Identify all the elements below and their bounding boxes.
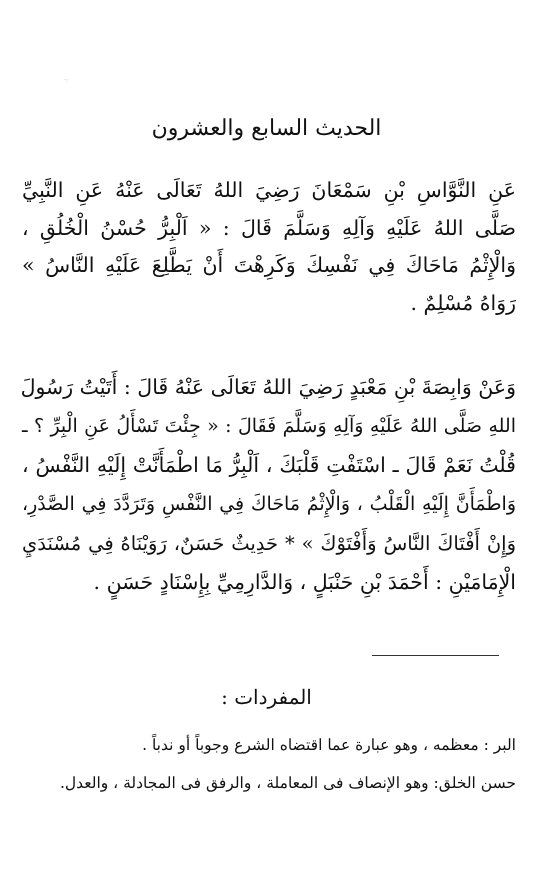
vocabulary-entry [40, 732, 516, 758]
hadith-text-paragraph [22, 172, 516, 322]
vocabulary-definition: : وهو الإنصاف فى المعاملة ، والرفق فى المجادلة ، والعدل. [59, 774, 439, 792]
vocabulary-term: حسن الخلق [438, 774, 516, 792]
text-line: عَنِ النَّوَّاسِ بْنِ سَمْعَانَ رَضِيَ اللهُ تَعَالَى عَنْهُ عَنِ النَّبِيِّ [22, 178, 516, 202]
text-line: وَعَنْ وَابِصَةَ بْنِ مَعْبَدٍ رَضِيَ اللهُ تَعَالَى عَنْهُ قَالَ : أَتَيْتُ رَسُولَ [20, 375, 516, 399]
vocabulary-definition: : معظمه ، وهو عبارة عما اقتضاه الشرع وجوباً أو ندباً . [142, 736, 494, 754]
print-speck: ·: [64, 77, 68, 84]
hadith-title: الحديث السابع والعشرون [151, 116, 382, 141]
text-line: الْإِمَامَيْنِ : أَحْمَدَ بْنِ حَنْبَلٍ ، وَالدَّارِمِيِّ بِإِسْنَادٍ حَسَنٍ . [93, 570, 516, 594]
text-line: صَلَّى اللهُ عَلَيْهِ وَآلِهِ وَسَلَّمَ قَالَ : « اَلْبِرُّ حُسْنُ الْخُلُقِ ، [22, 215, 516, 240]
text-line: وَإِنْ أَفْتَاكَ النَّاسُ وَأَفْتَوْكَ » * حَدِيثٌ حَسَنٌ، رَوَيْنَاهُ فِي مُسْنَدَيِ [22, 532, 516, 555]
text-line: رَوَاهُ مُسْلِمٌ . [410, 290, 516, 315]
vocabulary-heading: المفردات : [221, 685, 312, 709]
text-line: وَاطْمَأَنَّ إِلَيْهِ الْقَلْبُ ، وَالْإِثْمُ مَاحَاكَ فِي النَّفْسِ وَتَرَدَّدَ فِي الصَّدْرِ، [22, 493, 516, 515]
vocabulary-term: البر [493, 736, 516, 754]
text-line: وَالْإِثْمُ مَاحَاكَ فِي نَفْسِكَ وَكَرِهْتَ أَنْ يَطَّلِعَ عَلَيْهِ النَّاسُ » [22, 253, 516, 277]
footnote-divider [372, 655, 499, 656]
text-line: قُلْتُ نَعَمْ قَالَ ـ اسْتَفْتِ قَلْبَكَ ، اَلْبِرُّ مَا اطْمَأَنَّتْ إِلَيْهِ النَّفْسُ ، [22, 453, 516, 477]
hadith-second-paragraph [22, 368, 516, 602]
vocabulary-entry [40, 770, 516, 796]
text-line: اللهِ صَلَّى اللهُ عَلَيْهِ وَآلِهِ وَسَلَّمَ فَقَالَ : « جِئْتَ تَسْأَلُ عَنِ الْبِرِّ ؟ ـ [22, 415, 516, 437]
